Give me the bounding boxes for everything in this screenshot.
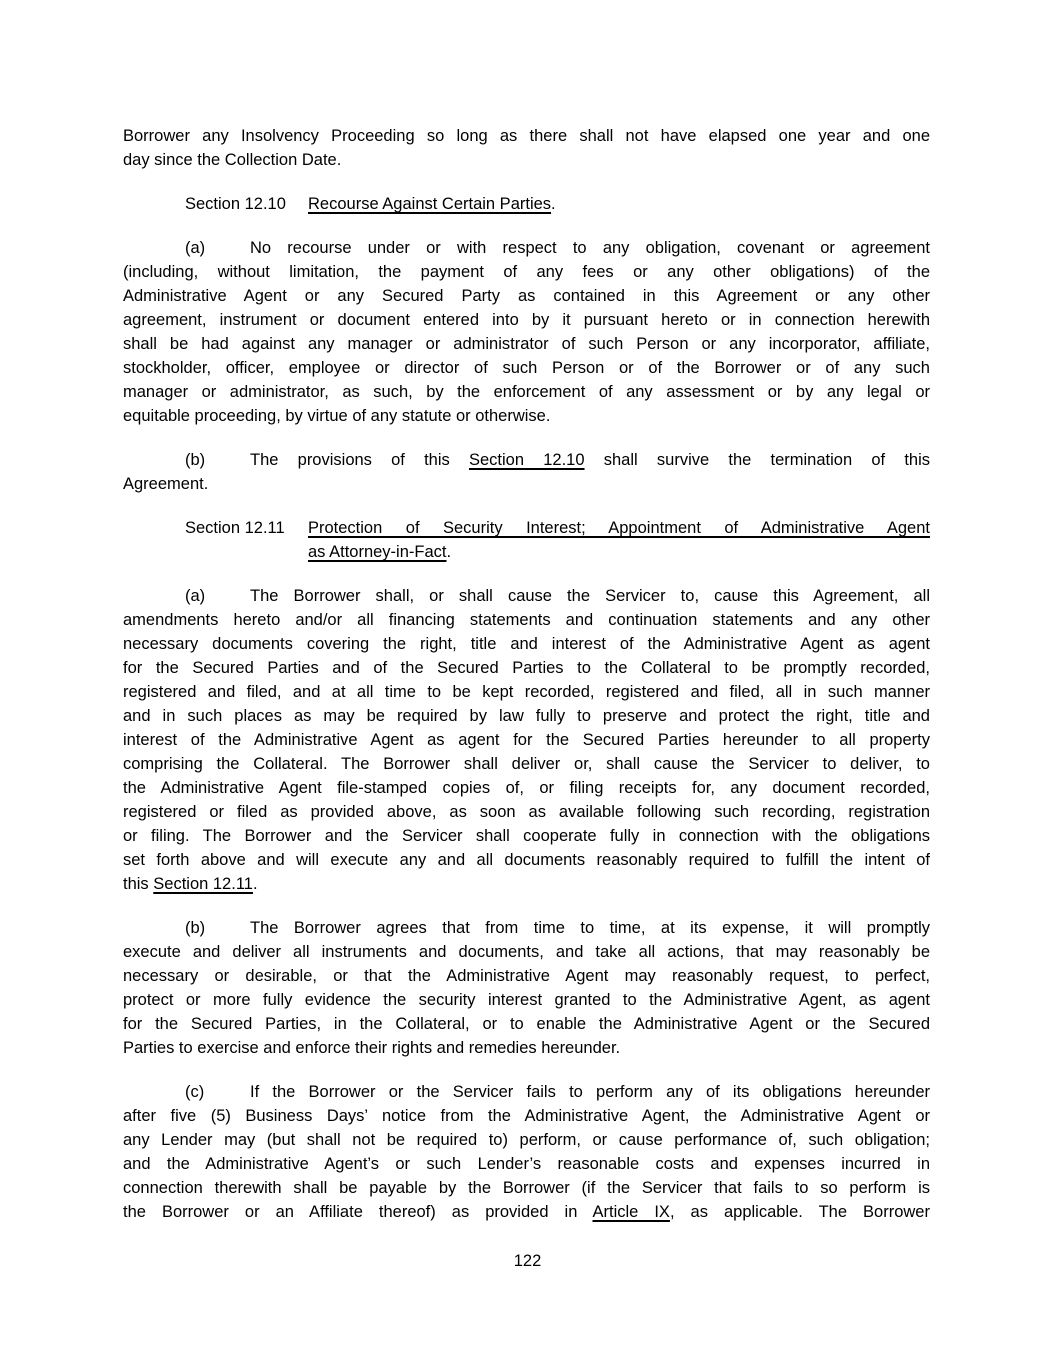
text-line: (including, without limitation, the payment of any fees or any other obligations) of the [123,263,930,281]
text-line: for the Secured Parties and of the Secured Parties to the Collateral to be promptly recorded, [123,659,930,677]
text-run: shall survive the termination of this [584,451,930,469]
text-line: amendments hereto and/or all financing statements and continuation statements and any other [123,611,930,629]
text-line: for the Secured Parties, in the Collateral, or to enable the Administrative Agent or the Secured [123,1015,930,1033]
text-line: Borrower any Insolvency Proceeding so long as there shall not have elapsed one year and one [123,127,930,145]
page-number: 122 [513,1252,542,1270]
text-run: The provisions of this [250,451,469,469]
paragraph-continuation [123,124,930,172]
punctuation: . [252,875,258,893]
text-line: The Borrower shall, or shall cause the Servicer to, cause this Agreement, all [250,587,930,605]
text-line: and the Administrative Agent’s or such Lender’s reasonable costs and expenses incurred in [123,1155,930,1173]
section-reference: Section 12.10 [469,451,585,469]
text-line: connection therewith shall be payable by the Borrower (if the Servicer that fails to so perform is [123,1179,930,1197]
text-line: interest of the Administrative Agent as agent for the Secured Parties hereunder to all property [123,731,930,749]
text-line [123,872,930,896]
text-line [123,1200,930,1224]
punctuation: . [446,543,452,561]
section-heading-12-11 [123,516,930,564]
list-marker: (a) [185,239,206,257]
section-title: Recourse Against Certain Parties [308,195,552,213]
text-line: Parties to exercise and enforce their rights and remedies hereunder. [123,1039,621,1057]
text-line: necessary documents covering the right, title and interest of the Administrative Agent as agent [123,635,930,653]
text-line: manager or administrator, as such, by the enforcement of any assessment or by any legal or [123,383,930,401]
list-marker: (a) [185,587,206,605]
text-line [123,448,930,472]
text-line: agreement, instrument or document entered into by it pursuant hereto or in connection herewith [123,311,930,329]
section-number: Section 12.10 [185,195,286,213]
section-reference: Section 12.11 [153,875,253,893]
section-title: Protection of Security Interest; Appointment of Administrative Agent [308,519,930,537]
text-line: registered and filed, and at all time to be kept recorded, registered and filed, all in such manner [123,683,930,701]
list-marker: (b) [185,919,206,937]
paragraph-12-11-c [123,1080,930,1224]
text-line: day since the Collection Date. [123,151,342,169]
text-line: necessary or desirable, or that the Administrative Agent may reasonably request, to perfect, [123,967,930,985]
text-line: the Administrative Agent file-stamped copies of, or filing receipts for, any document recorded, [123,779,930,797]
paragraph-12-11-a [123,584,930,896]
text-run: this [123,875,154,893]
text-line: stockholder, officer, employee or director of such Person or of the Borrower or of any such [123,359,930,377]
text-line: If the Borrower or the Servicer fails to perform any of its obligations hereunder [250,1083,930,1101]
paragraph-12-10-b [123,448,930,496]
paragraph-12-11-b [123,916,930,1060]
text-line: equitable proceeding, by virtue of any statute or otherwise. [123,407,551,425]
text-line: set forth above and will execute any and all documents reasonably required to fulfill the intent of [123,851,930,869]
text-line: No recourse under or with respect to any obligation, covenant or agreement [250,239,930,257]
text-line: and in such places as may be required by law fully to preserve and protect the right, title and [123,707,930,725]
text-run: the Borrower or an Affiliate thereof) as provided in [123,1203,593,1221]
text-line: The Borrower agrees that from time to time, at its expense, it will promptly [250,919,930,937]
list-marker: (c) [185,1083,205,1101]
text-line: comprising the Collateral. The Borrower shall deliver or, shall cause the Servicer to deliver, to [123,755,930,773]
text-line: or filing. The Borrower and the Servicer shall cooperate fully in connection with the obligations [123,827,930,845]
text-line: protect or more fully evidence the security interest granted to the Administrative Agent, as agent [123,991,930,1009]
text-line: after five (5) Business Days’ notice from the Administrative Agent, the Administrative Agent or [123,1107,930,1125]
section-title: as Attorney-in-Fact [308,543,447,561]
text-line: registered or filed as provided above, as soon as available following such recording, registration [123,803,930,821]
article-reference: Article IX [592,1203,670,1221]
text-line: execute and deliver all instruments and documents, and take all actions, that may reasonably be [123,943,930,961]
text-line: Agreement. [123,475,209,493]
text-line: shall be had against any manager or administrator of such Person or any incorporator, affiliate, [123,335,930,353]
text-line [123,540,930,564]
text-run: , as applicable. The Borrower [669,1203,930,1221]
section-number: Section 12.11 [185,519,285,537]
text-line: Administrative Agent or any Secured Party as contained in this Agreement or any other [123,287,930,305]
paragraph-12-10-a [123,236,930,428]
document-body [123,124,930,1244]
text-line: any Lender may (but shall not be required to) perform, or cause performance of, such obligation; [123,1131,930,1149]
list-marker: (b) [185,451,206,469]
punctuation: . [551,195,556,213]
section-heading-12-10 [123,192,930,216]
